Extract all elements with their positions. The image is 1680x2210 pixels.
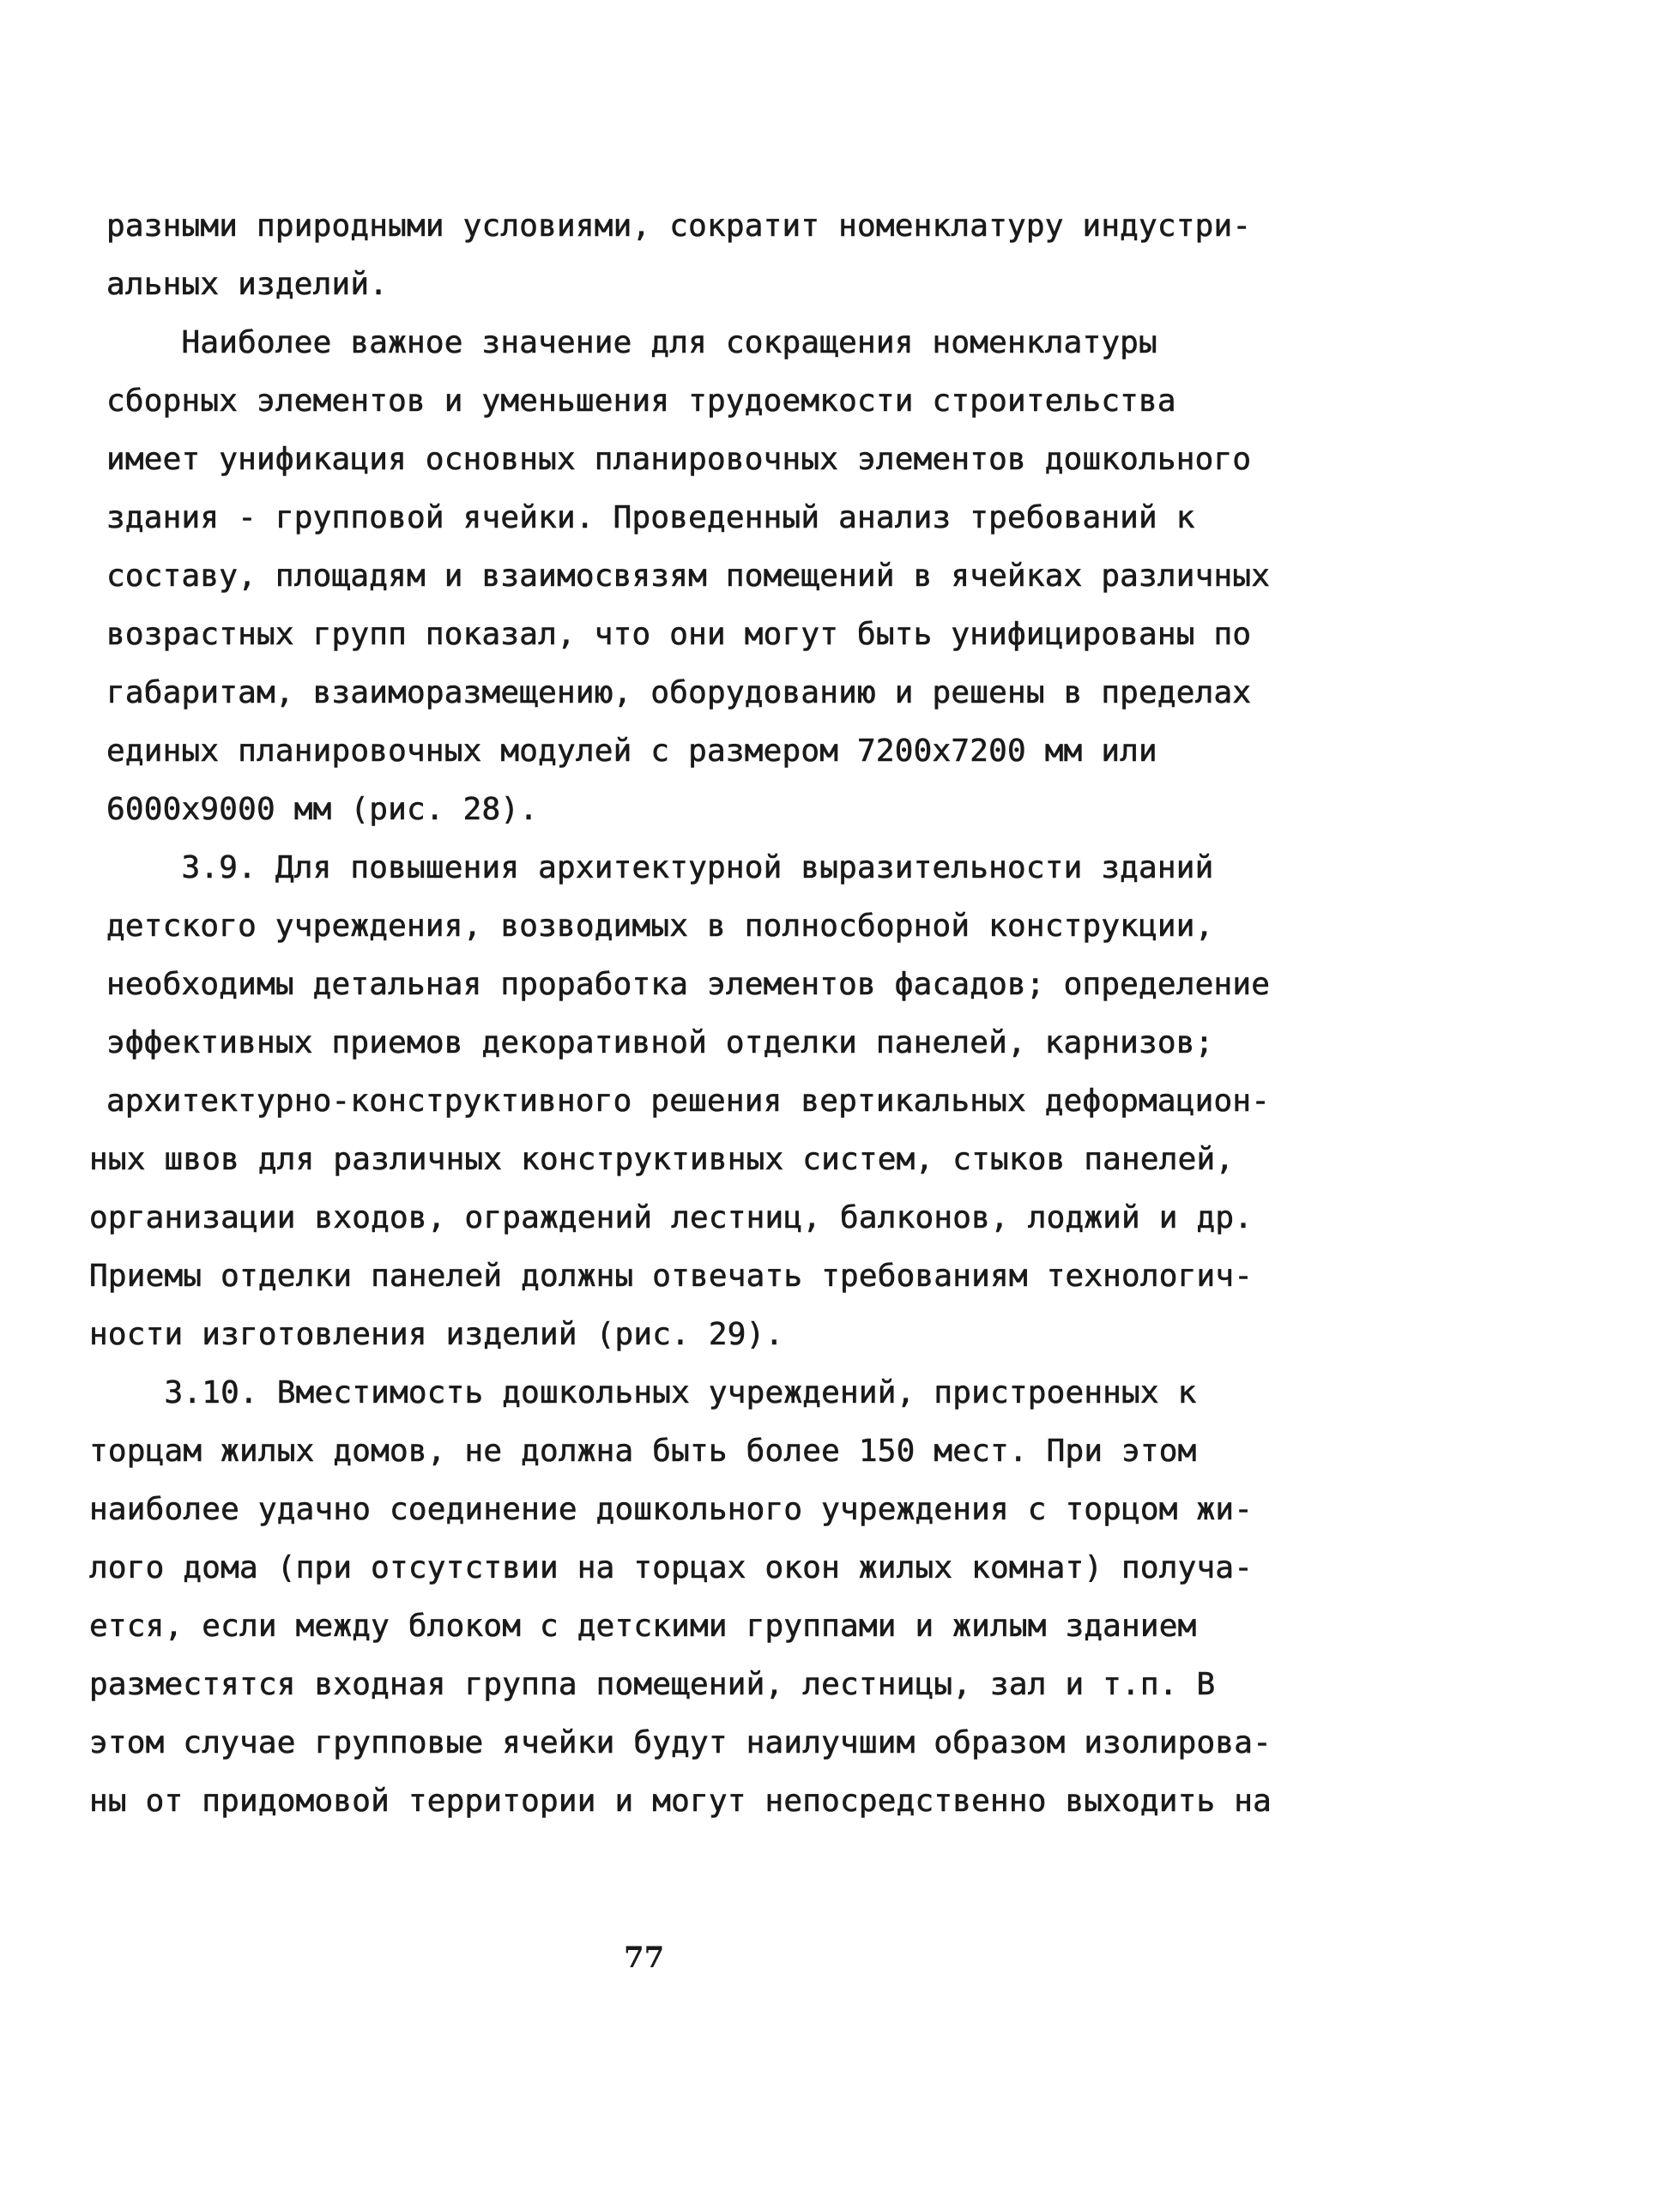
text-line: сборных элементов и уменьшения трудоемкости строительства [106,383,1176,419]
text-line: архитектурно-конструктивного решения вертикальных деформацион- [106,1084,1271,1119]
text-line: ности изготовления изделий (рис. 29). [89,1317,784,1352]
text-line: 3.9. Для повышения архитектурной выразительности зданий [106,850,1214,885]
text-line: ется, если между блоком с детскими группами и жилым зданием [89,1609,1197,1644]
text-line: детского учреждения, возводимых в полносборной конструкции, [106,909,1214,944]
text-line: наиболее удачно соединение дошкольного учреждения с торцом жи- [89,1492,1254,1527]
text-line: лого дома (при отсутствии на торцах окон жилых комнат) получа- [89,1550,1254,1585]
text-line: альных изделий. [106,267,389,302]
text-line: организации входов, ограждений лестниц, балконов, лоджий и др. [89,1200,1254,1235]
text-line: ных швов для различных конструктивных систем, стыков панелей, [89,1142,1235,1177]
text-line: этом случае групповые ячейки будут наилучшим образом изолирова- [89,1725,1272,1760]
text-line: Приемы отделки панелей должны отвечать требованиям технологич- [89,1259,1254,1294]
text-line: единых планировочных модулей с размером 7200x7200 мм или [106,734,1157,769]
text-line: необходимы детальная проработка элементов фасадов; определение [106,967,1271,1002]
text-line: эффективных приемов декоративной отделки панелей, карнизов; [106,1025,1214,1060]
text-line: 3.10. Вместимость дошкольных учреждений, пристроенных к [89,1375,1197,1410]
text-line: здания - групповой ячейки. Проведенный анализ требований к [106,500,1195,535]
text-line: разместятся входная группа помещений, лестницы, зал и т.п. В [89,1667,1216,1702]
text-line: возрастных групп показал, что они могут быть унифицированы по [106,617,1252,652]
text-line: торцам жилых домов, не должна быть более 150 мест. При этом [89,1434,1197,1469]
text-line: ны от придомовой территории и могут непосредственно выходить на [89,1784,1272,1819]
text-line: составу, площадям и взаимосвязям помещений в ячейках различных [106,559,1271,594]
text-line: 6000x9000 мм (рис. 28). [106,792,539,827]
text-line: разными природными условиями, сократит номенклатуру индустри- [106,208,1252,244]
text-line: габаритам, взаиморазмещению, оборудованию и решены в пределах [106,675,1252,710]
text-line: имеет унификация основных планировочных элементов дошкольного [106,442,1252,477]
text-line: Наиболее важное значение для сокращения номенклатуры [106,325,1157,360]
page-number: 77 [624,1941,665,1975]
